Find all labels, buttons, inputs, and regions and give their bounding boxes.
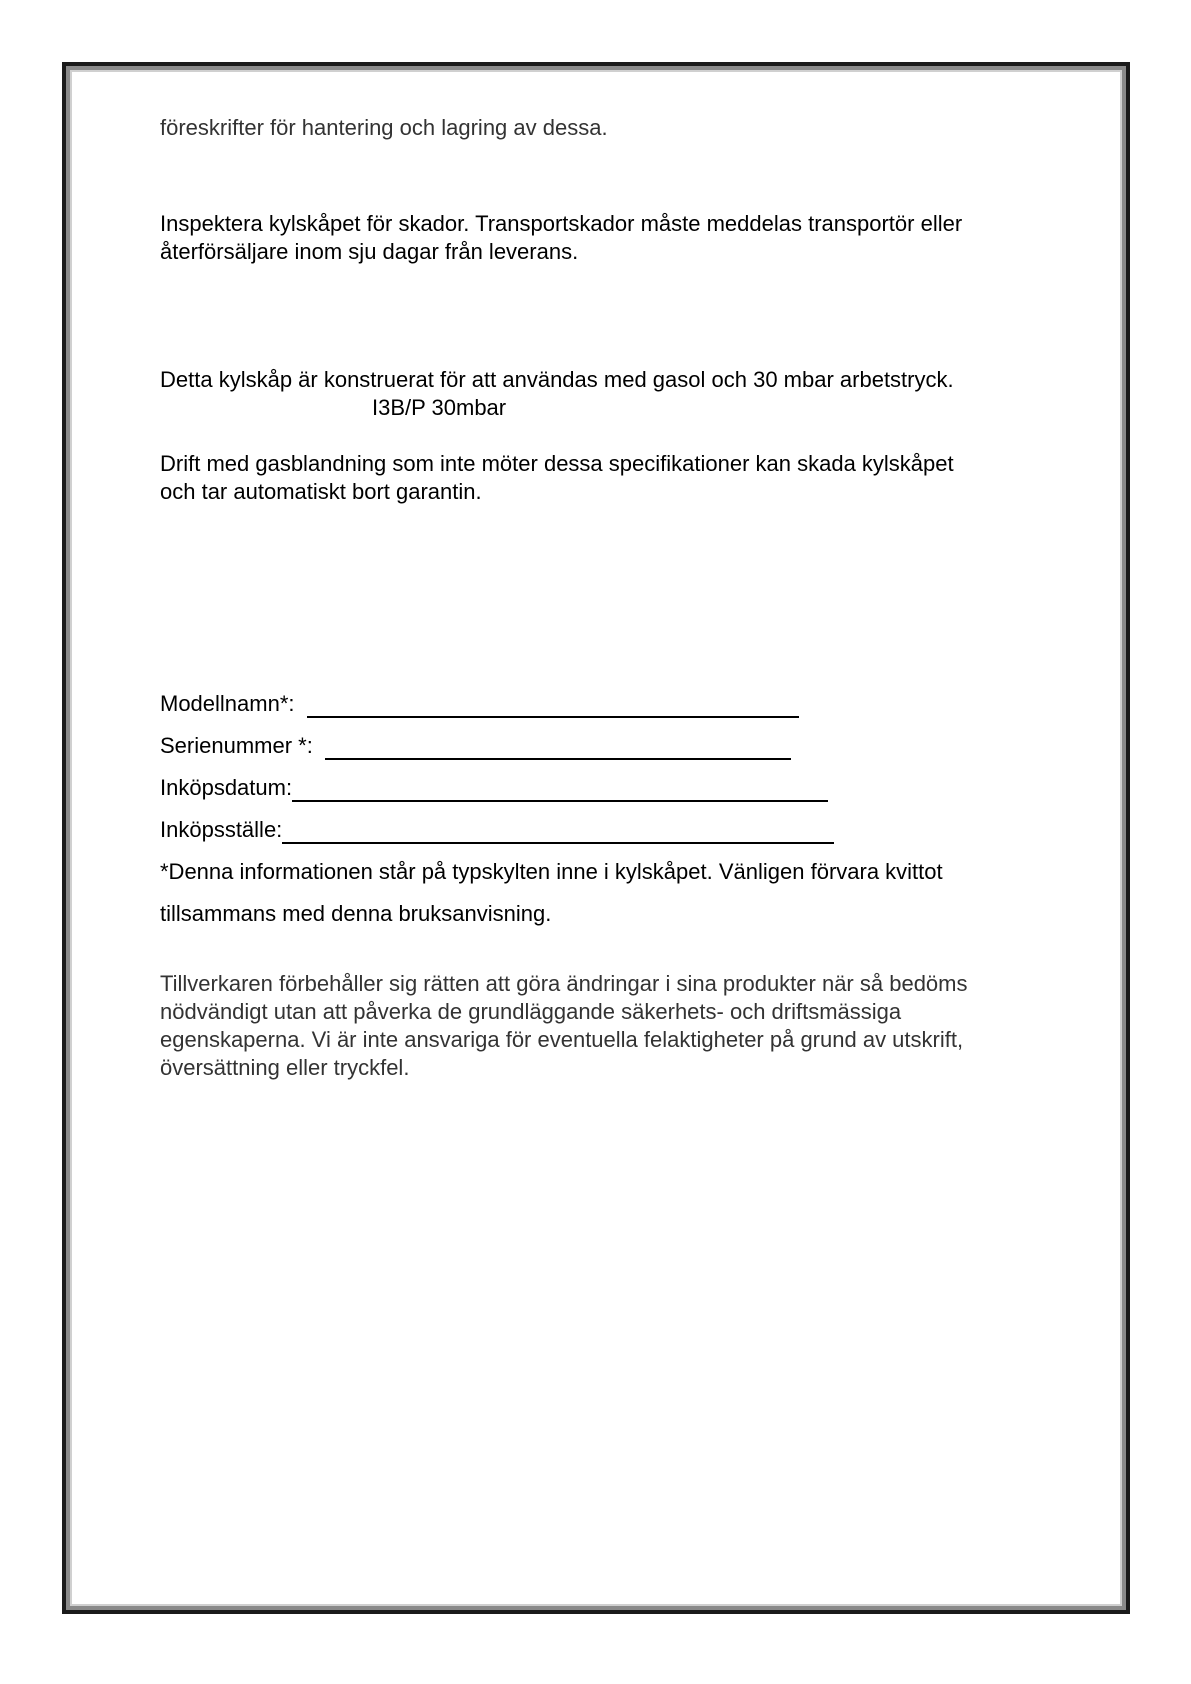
model-name-field[interactable] [307, 696, 799, 718]
serial-number-label: Serienummer *: [160, 733, 313, 758]
disclaimer-line-1: Tillverkaren förbehåller sig rätten att göra ändringar i sina produkter när så bedöms [160, 971, 968, 996]
disclaimer-line-2: nödvändigt utan att påverka de grundläggande säkerhets- och driftsmässiga [160, 999, 902, 1024]
gas-category: I3B/P 30mbar [372, 395, 507, 420]
purchase-place-field[interactable] [282, 822, 834, 844]
purchase-place-label: Inköpsställe: [160, 817, 283, 842]
warning-line-1: Drift med gasblandning som inte möter dessa specifikationer kan skada kylskåpet [160, 451, 954, 476]
form-note-line-1: *Denna informationen står på typskylten inne i kylskåpet. Vänligen förvara kvittot [160, 859, 943, 884]
model-name-label: Modellnamn*: [160, 691, 295, 716]
purchase-date-row [160, 774, 828, 802]
serial-number-row [160, 732, 791, 760]
serial-number-field[interactable] [325, 738, 791, 760]
purchase-date-label: Inköpsdatum: [160, 775, 293, 800]
disclaimer-line-4: översättning eller tryckfel. [160, 1055, 410, 1080]
form-note-line-2: tillsammans med denna bruksanvisning. [160, 901, 552, 926]
inspection-line-1: Inspektera kylskåpet för skador. Transportskador måste meddelas transportör eller [160, 211, 963, 236]
model-name-row [160, 690, 799, 718]
disclaimer-line-3: egenskaperna. Vi är inte ansvariga för eventuella felaktigheter på grund av utskrift, [160, 1027, 964, 1052]
purchase-date-field[interactable] [292, 780, 828, 802]
inspection-line-2: återförsäljare inom sju dagar från leverans. [160, 239, 579, 264]
purchase-place-row [160, 816, 834, 844]
warning-line-2: och tar automatiskt bort garantin. [160, 479, 482, 504]
gas-spec-line: Detta kylskåp är konstruerat för att användas med gasol och 30 mbar arbetstryck. [160, 367, 954, 392]
intro-fragment: föreskrifter för hantering och lagring av dessa. [160, 115, 608, 140]
